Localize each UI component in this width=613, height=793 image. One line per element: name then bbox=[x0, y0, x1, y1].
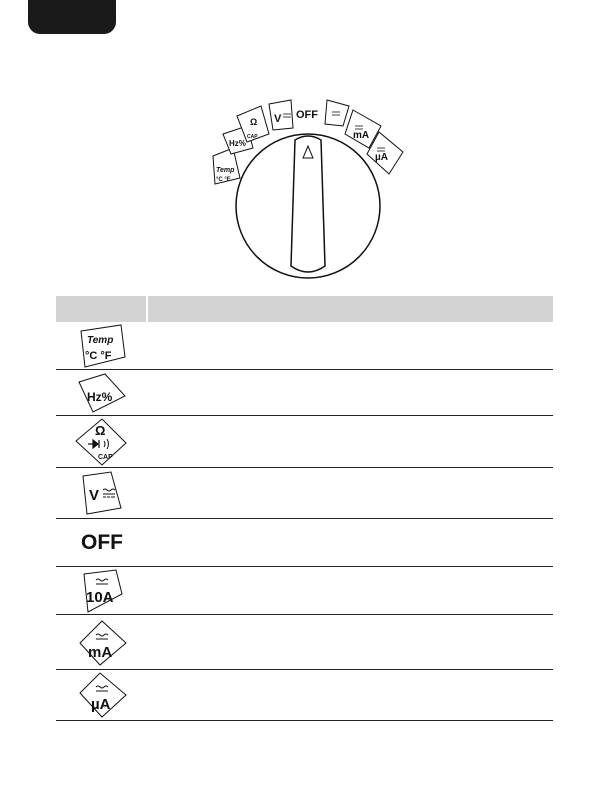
svg-text:V: V bbox=[89, 487, 100, 504]
dial-temp-units: °C °F bbox=[216, 177, 231, 183]
ohm-diode-continuity-cap-icon bbox=[72, 417, 132, 467]
off-label: OFF bbox=[81, 530, 123, 554]
table-row-ma bbox=[56, 615, 553, 670]
dial-cap-label: CAP bbox=[247, 134, 258, 140]
function-table bbox=[56, 296, 553, 721]
rotary-dial-illustration bbox=[195, 96, 415, 286]
header-description-cell bbox=[148, 296, 553, 322]
svg-text:mA: mA bbox=[88, 644, 113, 661]
ua-icon-cell bbox=[56, 670, 148, 720]
hz-percent-icon bbox=[75, 372, 129, 414]
dial-ma-label: mA bbox=[353, 130, 370, 141]
dial-off-label: OFF bbox=[296, 109, 318, 121]
header-symbol-cell bbox=[56, 296, 148, 322]
page-corner-tab bbox=[28, 0, 116, 34]
table-row-temp bbox=[56, 322, 553, 370]
off-icon-cell bbox=[56, 519, 148, 566]
dial-ua-label: µA bbox=[375, 152, 388, 163]
table-row-hz bbox=[56, 370, 553, 416]
svg-text:µA: µA bbox=[91, 696, 111, 713]
microamp-icon bbox=[74, 671, 130, 719]
table-header bbox=[56, 296, 553, 322]
svg-text:Temp: Temp bbox=[87, 334, 114, 346]
dial-temp-word: Temp bbox=[216, 167, 235, 174]
ma-icon-cell bbox=[56, 615, 148, 669]
dial-tab-10a bbox=[325, 100, 349, 126]
hz-icon-cell bbox=[56, 370, 148, 415]
table-row-volt bbox=[56, 468, 553, 519]
svg-text:CAP: CAP bbox=[98, 453, 113, 461]
svg-text:Hz%: Hz% bbox=[87, 389, 113, 404]
table-row-ohm bbox=[56, 416, 553, 468]
table-row-ua bbox=[56, 670, 553, 721]
milliamp-icon bbox=[74, 617, 130, 667]
volt-icon bbox=[77, 470, 127, 516]
svg-text:10A: 10A bbox=[86, 588, 114, 606]
table-row-off bbox=[56, 519, 553, 567]
temp-icon-cell bbox=[56, 322, 148, 369]
volt-icon-cell bbox=[56, 468, 148, 518]
dial-ohm-label: Ω bbox=[250, 117, 258, 127]
dial-svg bbox=[195, 96, 415, 286]
temp-icon bbox=[75, 323, 129, 369]
dial-volt-label: V bbox=[274, 113, 282, 125]
ohm-icon-cell bbox=[56, 416, 148, 467]
svg-text:°C °F: °C °F bbox=[85, 349, 112, 362]
svg-text:Ω: Ω bbox=[95, 422, 106, 438]
10a-icon bbox=[76, 568, 128, 614]
10a-icon-cell bbox=[56, 567, 148, 614]
dial-hz-label: Hz% bbox=[229, 139, 246, 148]
table-row-10a bbox=[56, 567, 553, 615]
dial-knob bbox=[291, 136, 325, 272]
